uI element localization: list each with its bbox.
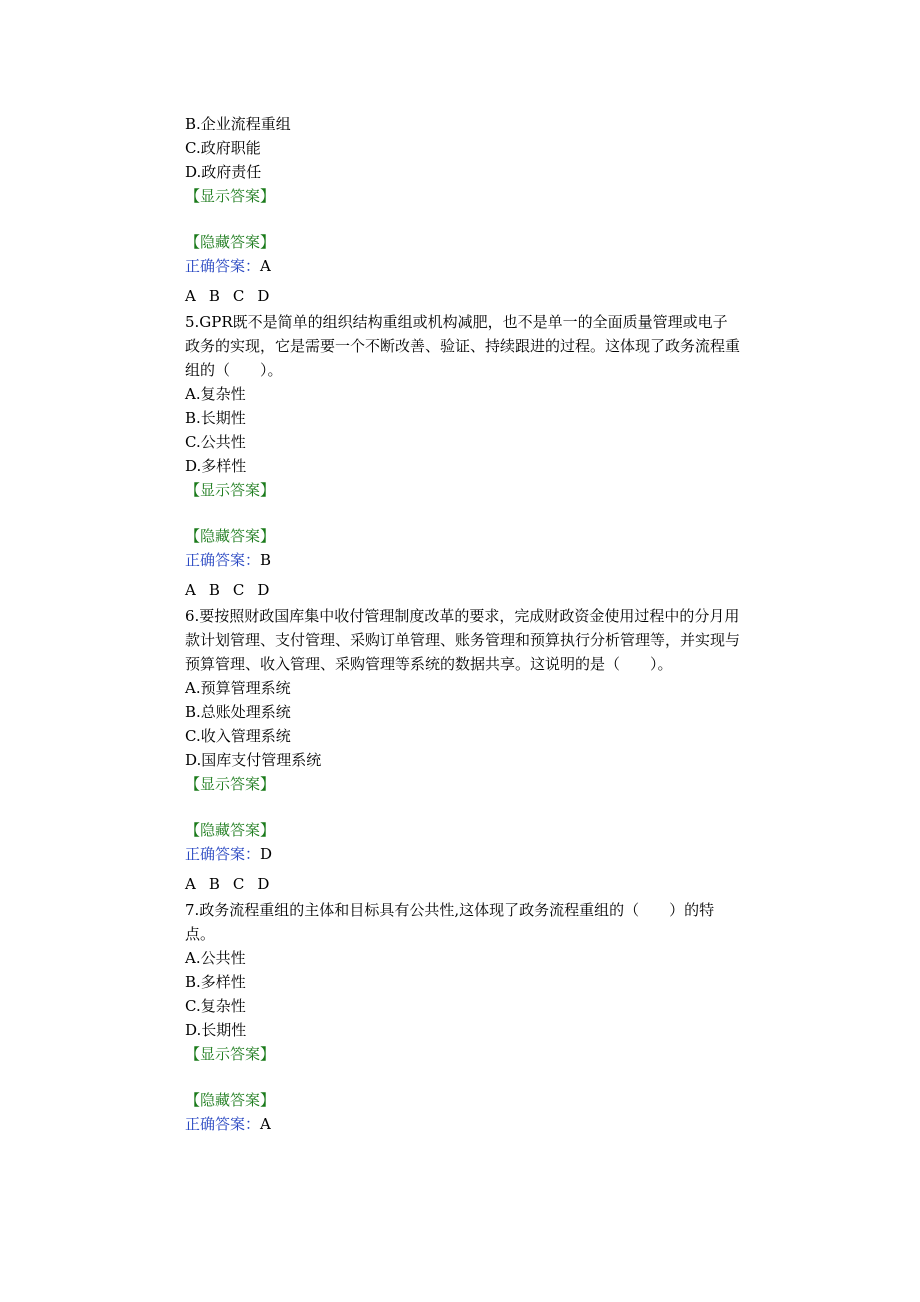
hide-answer-link[interactable]: 【隐藏答案】 <box>185 821 276 839</box>
option-b: B.长期性 <box>185 409 246 427</box>
option-d: D.政府责任 <box>185 163 262 181</box>
choice-c[interactable]: C <box>232 875 245 893</box>
question-stem: 6.要按照财政国库集中收付管理制度改革的要求，完成财政资金使用过程中的分月用款计划管理、支付管理、采购订单管理、账务管理和预算执行分析管理等，并实现与预算管理、收入管理、采购管理等系统的数据共享。这说明的是（ ）。 <box>185 607 741 673</box>
option-d: D.国库支付管理系统 <box>185 751 322 769</box>
correct-answer-label: 正确答案： <box>185 845 261 863</box>
spacer <box>185 796 740 818</box>
question-6 <box>185 604 740 896</box>
option-b: B.多样性 <box>185 973 246 991</box>
answer-choices <box>185 872 740 896</box>
choice-d[interactable]: D <box>257 875 270 893</box>
hide-answer-link[interactable]: 【隐藏答案】 <box>185 233 276 251</box>
choice-c[interactable]: C <box>232 287 245 305</box>
choice-c[interactable]: C <box>232 581 245 599</box>
show-answer-link[interactable]: 【显示答案】 <box>185 775 276 793</box>
show-answer-link[interactable]: 【显示答案】 <box>185 187 276 205</box>
spacer <box>185 1066 740 1088</box>
correct-answer <box>185 842 740 866</box>
choice-d[interactable]: D <box>257 581 270 599</box>
option-c: C.公共性 <box>185 433 246 451</box>
option-c: C.政府职能 <box>185 139 261 157</box>
correct-answer-value: B <box>260 551 272 569</box>
question-4 <box>185 112 740 308</box>
correct-answer <box>185 254 740 278</box>
option-a: A.预算管理系统 <box>185 679 291 697</box>
correct-answer-value: D <box>260 845 273 863</box>
show-answer-link[interactable]: 【显示答案】 <box>185 481 276 499</box>
question-list <box>185 112 740 1136</box>
correct-answer <box>185 1112 740 1136</box>
choice-d[interactable]: D <box>257 287 270 305</box>
choice-b[interactable]: B <box>208 875 220 893</box>
correct-answer <box>185 548 740 572</box>
option-b: B.企业流程重组 <box>185 115 291 133</box>
question-7 <box>185 898 740 1136</box>
choice-a[interactable]: A <box>185 875 196 893</box>
spacer <box>185 502 740 524</box>
option-a: A.公共性 <box>185 949 246 967</box>
correct-answer-value: A <box>260 257 271 275</box>
choice-b[interactable]: B <box>208 287 220 305</box>
option-d: D.长期性 <box>185 1021 247 1039</box>
hide-answer-link[interactable]: 【隐藏答案】 <box>185 527 276 545</box>
correct-answer-label: 正确答案： <box>185 257 261 275</box>
hide-answer-link[interactable]: 【隐藏答案】 <box>185 1091 276 1109</box>
spacer <box>185 208 740 230</box>
correct-answer-label: 正确答案： <box>185 551 261 569</box>
choice-b[interactable]: B <box>208 581 220 599</box>
show-answer-link[interactable]: 【显示答案】 <box>185 1045 276 1063</box>
option-b: B.总账处理系统 <box>185 703 291 721</box>
answer-choices <box>185 578 740 602</box>
answer-choices <box>185 284 740 308</box>
option-d: D.多样性 <box>185 457 247 475</box>
choice-a[interactable]: A <box>185 581 196 599</box>
choice-a[interactable]: A <box>185 287 196 305</box>
option-c: C.复杂性 <box>185 997 246 1015</box>
question-stem: 5.GPR既不是简单的组织结构重组或机构减肥，也不是单一的全面质量管理或电子政务的实现，它是需要一个不断改善、验证、持续跟进的过程。这体现了政务流程重组的（ ）。 <box>185 313 741 379</box>
option-a: A.复杂性 <box>185 385 246 403</box>
correct-answer-label: 正确答案： <box>185 1115 261 1133</box>
correct-answer-value: A <box>260 1115 271 1133</box>
question-5 <box>185 310 740 602</box>
question-stem: 7.政务流程重组的主体和目标具有公共性,这体现了政务流程重组的（ ）的特点。 <box>185 901 715 943</box>
option-c: C.收入管理系统 <box>185 727 291 745</box>
